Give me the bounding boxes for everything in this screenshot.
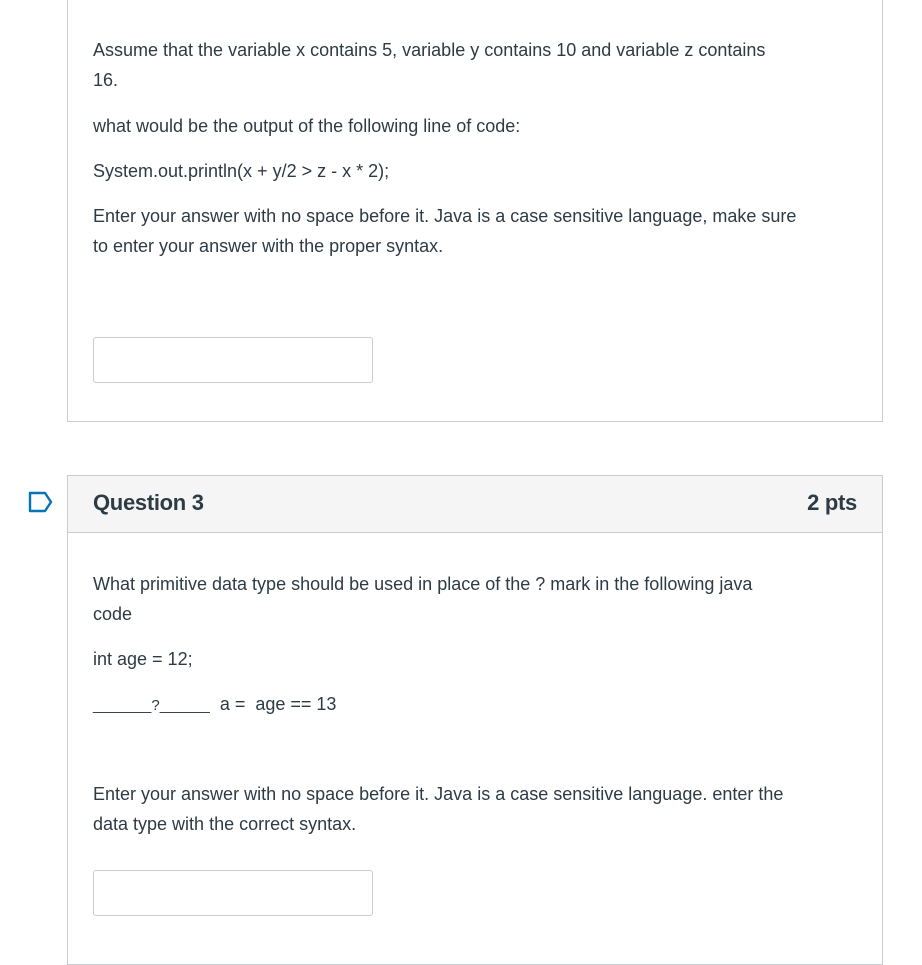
question-points: 2 pts bbox=[807, 490, 857, 515]
question-code-line: int age = 12; bbox=[93, 649, 193, 669]
question-card-previous bbox=[67, 0, 883, 422]
question-text-line: 16. bbox=[93, 70, 119, 90]
question-card-3 bbox=[67, 475, 883, 965]
instruction-text-line: Enter your answer with no space before it. Java is a case sensitive language. enter the bbox=[93, 784, 784, 804]
instruction-text-line: Enter your answer with no space before it. Java is a case sensitive language, make sure bbox=[93, 206, 797, 226]
code-expression: a = age == 13 bbox=[219, 694, 337, 714]
instruction-text-line: to enter your answer with the proper syntax. bbox=[93, 236, 444, 256]
question-code-line bbox=[93, 689, 336, 721]
answer-input[interactable] bbox=[93, 870, 373, 916]
question-code-line: System.out.println(x + y/2 > z - x * 2); bbox=[93, 161, 390, 181]
flag-question-icon[interactable] bbox=[28, 490, 54, 514]
instruction-text-line: data type with the correct syntax. bbox=[93, 814, 357, 834]
question-text-line: code bbox=[93, 604, 133, 624]
answer-input[interactable] bbox=[93, 337, 373, 383]
question-header bbox=[68, 476, 882, 533]
question-text-line: What primitive data type should be used in place of the ? mark in the following java bbox=[93, 574, 753, 594]
code-blank: _______?______ bbox=[93, 697, 210, 714]
question-title: Question 3 bbox=[93, 490, 204, 515]
question-prompt: what would be the output of the following line of code: bbox=[93, 116, 521, 136]
question-text-line: Assume that the variable x contains 5, variable y contains 10 and variable z contains bbox=[93, 40, 766, 60]
